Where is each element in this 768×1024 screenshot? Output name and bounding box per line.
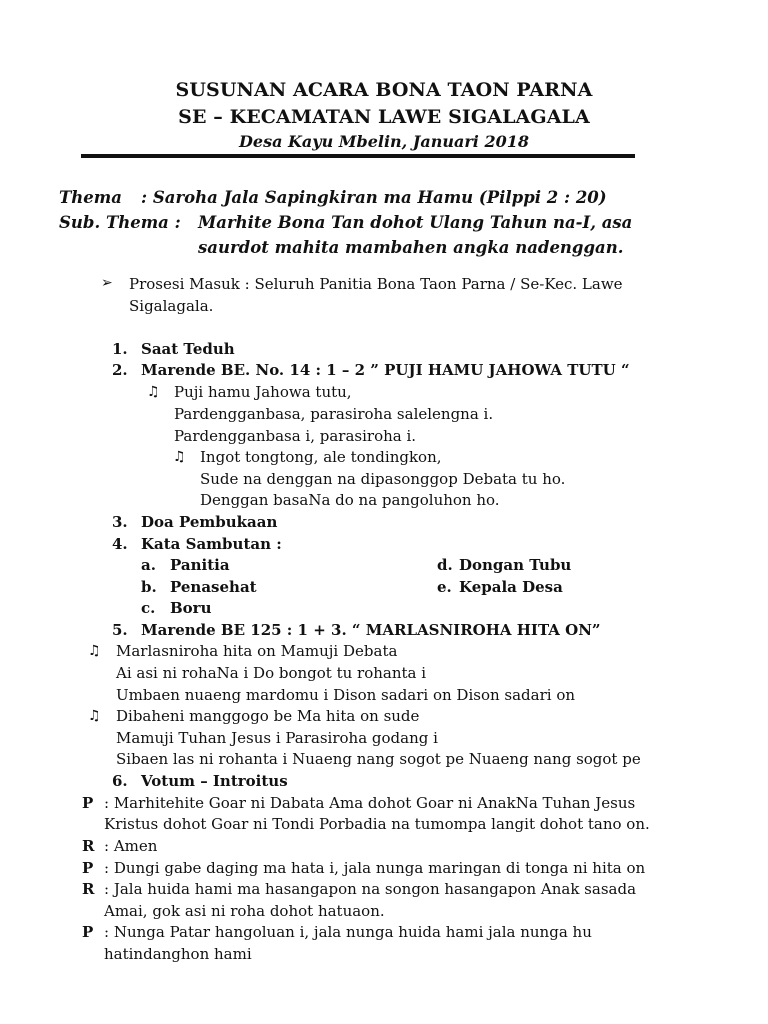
hymn-line: Pardengganbasa i, parasiroha i. — [174, 427, 417, 445]
liturgy-line: hatindanghon hami — [104, 945, 252, 963]
item-votum-introitus: Votum – Introitus — [141, 772, 288, 790]
item-marende-be14: Marende BE. No. 14 : 1 – 2 ” PUJI HAMU JAHOWA TUTU “ — [141, 361, 630, 379]
item-marende-be125: Marende BE 125 : 1 + 3. “ MARLASNIROHA HITA ON” — [141, 621, 601, 639]
liturgy-line: Kristus dohot Goar ni Tondi Porbadia na tumompa langit dohot tano on. — [104, 815, 650, 833]
hymn-line: Umbaen nuaeng mardomu i Dison sadari on Dison sadari on — [116, 686, 576, 704]
subitem-letter: e. — [437, 578, 452, 596]
subitem-dongan-tubu: Dongan Tubu — [459, 556, 572, 574]
subitem-penasehat: Penasehat — [170, 578, 257, 596]
hymn-line: Sude na denggan na dipasonggop Debata tu ho. — [200, 470, 566, 488]
hymn-line: Dibaheni manggogo be Ma hita on sude — [116, 707, 420, 725]
liturgy-speaker: R — [82, 837, 95, 855]
hymn-line: Sibaen las ni rohanta i Nuaeng nang sogot pe Nuaeng nang sogot pe — [116, 750, 641, 768]
subitem-kepala-desa: Kepala Desa — [459, 578, 563, 596]
liturgy-speaker: P — [82, 923, 94, 941]
liturgy-speaker: P — [82, 794, 94, 812]
sub-theme-text-line2: saurdot mahita mambahen angka nadenggan. — [198, 238, 624, 257]
subitem-panitia: Panitia — [170, 556, 230, 574]
music-note-icon: ♫ — [88, 643, 101, 659]
liturgy-line: : Dungi gabe daging ma hata i, jala nunga maringan di tonga ni hita on — [104, 859, 646, 877]
item-doa-pembukaan: Doa Pembukaan — [141, 513, 278, 531]
document-title: SUSUNAN ACARA BONA TAON PARNA — [175, 79, 593, 101]
subitem-boru: Boru — [170, 599, 212, 617]
item-kata-sambutan: Kata Sambutan : — [141, 535, 282, 553]
item-number: 3. — [112, 513, 128, 531]
arrow-bullet-icon: ➢ — [101, 275, 113, 291]
hymn-line: Denggan basaNa do na pangoluhon ho. — [200, 491, 500, 509]
item-number: 1. — [112, 340, 128, 358]
item-number: 2. — [112, 361, 128, 379]
hymn-line: Mamuji Tuhan Jesus i Parasiroha godang i — [116, 729, 438, 747]
theme-text: : Saroha Jala Sapingkiran ma Hamu (Pilppi 2 : 20) — [141, 188, 607, 207]
subitem-letter: a. — [141, 556, 156, 574]
item-number: 5. — [112, 621, 128, 639]
hymn-line: Puji hamu Jahowa tutu, — [174, 383, 352, 401]
place-date: Desa Kayu Mbelin, Januari 2018 — [239, 132, 529, 151]
subitem-letter: d. — [437, 556, 453, 574]
liturgy-line: : Amen — [104, 837, 158, 855]
item-number: 6. — [112, 772, 128, 790]
procession-line1: Prosesi Masuk : Seluruh Panitia Bona Taon Parna / Se-Kec. Lawe — [129, 275, 623, 293]
hymn-line: Marlasniroha hita on Mamuji Debata — [116, 642, 398, 660]
sub-theme-label: Sub. Thema : — [59, 213, 181, 232]
document-subtitle: SE – KECAMATAN LAWE SIGALAGALA — [178, 106, 590, 128]
liturgy-line: : Jala huida hami ma hasangapon na songon hasangapon Anak sasada — [104, 880, 637, 898]
liturgy-line: : Marhitehite Goar ni Dabata Ama dohot Goar ni AnakNa Tuhan Jesus — [104, 794, 636, 812]
liturgy-line: : Nunga Patar hangoluan i, jala nunga huida hami jala nunga hu — [104, 923, 592, 941]
liturgy-speaker: P — [82, 859, 94, 877]
header-divider — [81, 154, 635, 158]
hymn-line: Ai asi ni rohaNa i Do bongot tu rohanta i — [116, 664, 427, 682]
theme-label: Thema — [59, 188, 122, 207]
music-note-icon: ♫ — [88, 708, 101, 724]
hymn-line: Ingot tongtong, ale tondingkon, — [200, 448, 442, 466]
subitem-letter: c. — [141, 599, 156, 617]
procession-line2: Sigalagala. — [129, 297, 214, 315]
liturgy-line: Amai, gok asi ni roha dohot hatuaon. — [104, 902, 385, 920]
subitem-letter: b. — [141, 578, 157, 596]
item-number: 4. — [112, 535, 128, 553]
music-note-icon: ♫ — [173, 449, 186, 465]
item-saat-teduh: Saat Teduh — [141, 340, 235, 358]
liturgy-speaker: R — [82, 880, 95, 898]
music-note-icon: ♫ — [147, 384, 160, 400]
sub-theme-text-line1: Marhite Bona Tan dohot Ulang Tahun na-I, asa — [198, 213, 633, 232]
hymn-line: Pardengganbasa, parasiroha salelengna i. — [174, 405, 494, 423]
